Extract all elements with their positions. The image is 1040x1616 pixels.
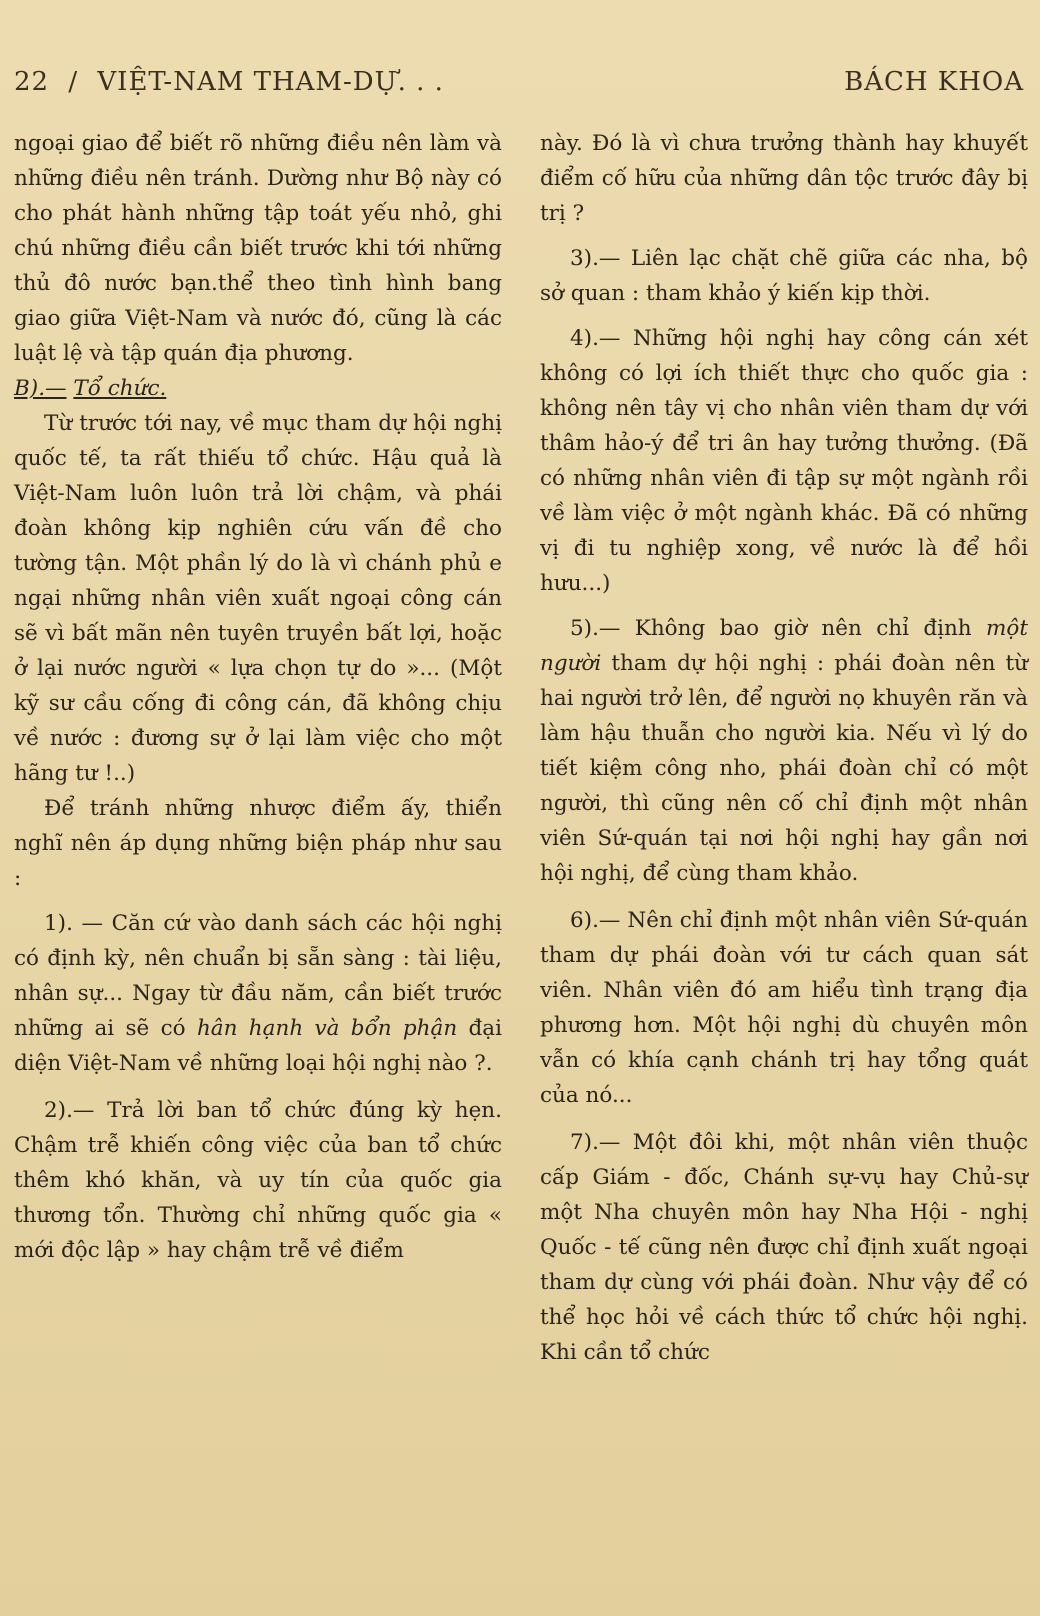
left-column xyxy=(14,126,502,1268)
running-title: VIỆT-NAM THAM-DỰ. . . xyxy=(97,67,444,97)
right-paragraph-item-3: 3).— Liên lạc chặt chẽ giữa các nha, bộ sở quan : tham khảo ý kiến kịp thời. xyxy=(540,246,1028,306)
right-paragraph-item-6: 6).— Nên chỉ định một nhân viên Sứ-quán tham dự phái đoàn với tư cách quan sát viên. Nhân viên đó am hiểu tình trạng địa phương hơn. Một hội nghị dù chuyên môn vẫn có khía cạnh chánh trị hay tổng quát của nó... xyxy=(540,908,1028,1108)
left-paragraph-1: ngoại giao để biết rõ những điều nên làm và những điều nên tránh. Dường như Bộ này có cho phát hành những tập toát yếu nhỏ, ghi chú những điều cần biết trước khi tới những thủ đô nước bạn.thể theo tình hình bang giao giữa Việt-Nam và nước đó, cũng là các luật lệ và tập quán địa phương. xyxy=(14,131,502,366)
page-number: 22 xyxy=(14,67,50,97)
header-left xyxy=(14,67,454,97)
item-5-emphasis: một người xyxy=(540,616,1028,676)
section-heading-prefix: B).— xyxy=(14,376,67,401)
item-5-text-b: tham dự hội nghị : phái đoàn nên từ hai người trở lên, để người nọ khuyên răn và làm hậu thuẫn cho người kia. Nếu vì lý do tiết kiệm công nho, phái đoàn chỉ có một người, thì cũng nên cố chỉ định một nhân viên Sứ-quán tại nơi hội nghị hay gần nơi hội nghị, để cùng tham khảo. xyxy=(540,651,1028,886)
item-1-text-b: đại diện Việt-Nam về những loại hội nghị nào ?. xyxy=(14,1016,502,1076)
right-paragraph-item-5 xyxy=(540,611,1028,891)
left-paragraph-3: Để tránh những nhược điểm ấy, thiển nghĩ nên áp dụng những biện pháp như sau : xyxy=(14,796,502,891)
right-column xyxy=(540,126,1028,1370)
right-paragraph-1: này. Đó là vì chưa trưởng thành hay khuyết điểm cố hữu của những dân tộc trước đây bị trị ? xyxy=(540,131,1028,226)
publication-name: BÁCH KHOA xyxy=(844,67,1024,97)
left-paragraph-2: Từ trước tới nay, về mục tham dự hội nghị quốc tế, ta rất thiếu tổ chức. Hậu quả là Việt-Nam luôn luôn trả lời chậm, và phái đoàn không kịp nghiên cứu vấn đề cho tường tận. Một phần lý do là vì chánh phủ e ngại những nhân viên xuất ngoại công cán sẽ vì bất mãn nên tuyên truyền bất lợi, hoặc ở lại nước người « lựa chọn tự do »... (Một kỹ sư cầu cống đi công cán, đã không chịu về nước : đương sự ở lại làm việc cho một hãng tư !..) xyxy=(14,411,502,786)
right-paragraph-item-7: 7).— Một đôi khi, một nhân viên thuộc cấp Giám - đốc, Chánh sự-vụ hay Chủ-sự một Nha chuyên môn hay Nha Hội - nghị Quốc - tế cũng nên được chỉ định xuất ngoại tham dự cùng với phái đoàn. Như vậy để có thể học hỏi về cách thức tổ chức hội nghị. Khi cần tổ chức xyxy=(540,1130,1028,1365)
right-paragraph-item-4: 4).— Những hội nghị hay công cán xét không có lợi ích thiết thực cho quốc gia : không nên tây vị cho nhân viên tham dự với thâm hảo-ý để tri ân hay tưởng thưởng. (Đã có những nhân viên đi tập sự một ngành rồi về làm việc ở một ngành khác. Đã có những vị đi tu nghiệp xong, về nước là để hồi hưu...) xyxy=(540,326,1028,596)
running-header xyxy=(14,58,1024,106)
section-heading-b xyxy=(14,371,502,406)
left-paragraph-item-1 xyxy=(14,906,502,1081)
item-5-text-a: 5).— Không bao giờ nên chỉ định xyxy=(570,616,987,641)
section-heading-title: Tổ chức. xyxy=(73,376,167,401)
item-1-emphasis: hân hạnh và bổn phận xyxy=(196,1016,458,1041)
item-1-text-a: 1). — Căn cứ vào danh sách các hội nghị có định kỳ, nên chuẩn bị sẵn sàng : tài liệu, nhân sự... Ngay từ đầu năm, cần biết trước những ai sẽ có xyxy=(14,911,502,1041)
header-separator: / xyxy=(68,67,79,97)
left-paragraph-item-2: 2).— Trả lời ban tổ chức đúng kỳ hẹn. Chậm trễ khiến công việc của ban tổ chức thêm khó khăn, và uy tín của quốc gia thương tổn. Thường chỉ những quốc gia « mới độc lập » hay chậm trễ về điểm xyxy=(14,1098,502,1263)
